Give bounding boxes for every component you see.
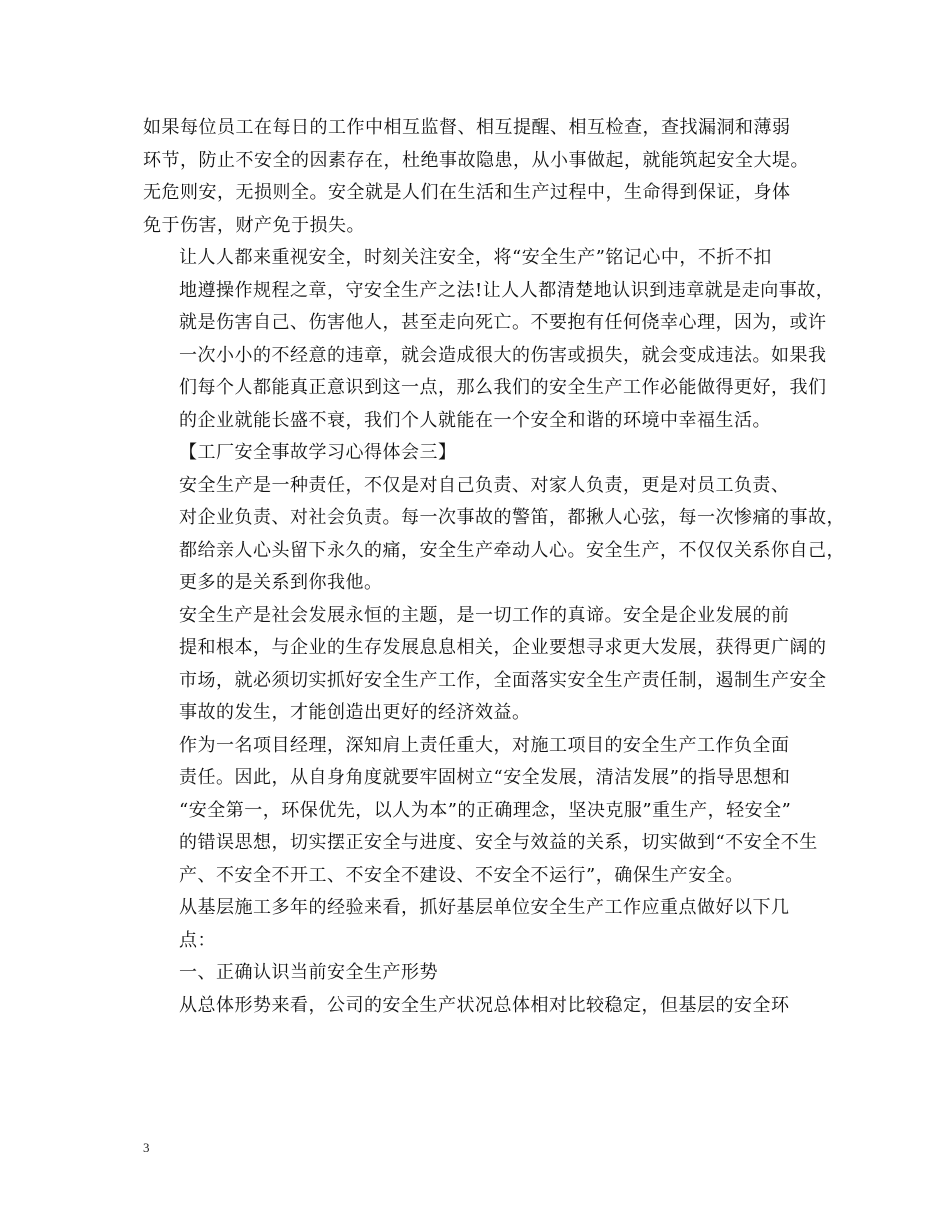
- paragraph: [143, 730, 818, 893]
- paragraph: [143, 242, 835, 437]
- paragraph: [143, 892, 812, 957]
- text-line: 的企业就能长盛不衰，我们个人就能在一个安全和谐的环境中幸福生活。: [179, 409, 771, 431]
- text-line: 环节，防止不安全的因素存在，杜绝事故隐患，从小事做起，就能筑起安全大堤。: [143, 149, 809, 171]
- text-line: 【工厂安全事故学习心得体会三】: [179, 442, 457, 463]
- paragraph: [143, 112, 812, 242]
- text-line: 免于伤害，财产免于损失。: [143, 214, 365, 236]
- text-line: 都给亲人心头留下永久的痛，安全生产牵动人心。安全生产，不仅仅关系你自己，: [179, 539, 845, 561]
- text-line: 的错误思想，切实摆正安全与进度、安全与效益的关系，切实做到“不安全不生: [179, 832, 818, 853]
- text-line: 地遵操作规程之章，守安全生产之法!让人人都清楚地认识到违章就是走向事故，: [179, 279, 835, 301]
- text-line: 市场，就必须切实抓好安全生产工作，全面落实安全生产责任制，遏制生产安全: [179, 669, 827, 691]
- paragraph: [143, 990, 812, 1023]
- text-line: 安全生产是一种责任，不仅是对自己负责、对家人负责，更是对员工负责、: [179, 474, 790, 496]
- text-line: 如果每位员工在每日的工作中相互监督、相互提醒、相互检查，查找漏洞和薄弱: [143, 117, 791, 138]
- paragraph: [143, 470, 845, 600]
- paragraph: [143, 957, 812, 990]
- text-line: 让人人都来重视安全，时刻关注安全，将“安全生产”铭记心中，不折不扣: [179, 247, 772, 268]
- text-line: 更多的是关系到你我他。: [179, 572, 383, 593]
- page-number: 3: [143, 1140, 150, 1155]
- text-line: 就是伤害自己、伤害他人，甚至走向死亡。不要抱有任何侥幸心理，因为，或许: [179, 312, 827, 333]
- text-line: 从基层施工多年的经验来看，抓好基层单位安全生产工作应重点做好以下几: [179, 897, 790, 918]
- text-line: 提和根本，与企业的生存发展息息相关，企业要想寻求更大发展，获得更广阔的: [179, 637, 827, 658]
- text-line: 事故的发生，才能创造出更好的经济效益。: [179, 702, 531, 723]
- paragraph: [143, 437, 812, 470]
- text-line: 无危则安，无损则全。安全就是人们在生活和生产过程中，生命得到保证，身体: [143, 182, 791, 203]
- text-line: 一次小小的不经意的违章，就会造成很大的伤害或损失，就会变成违法。如果我: [179, 344, 827, 366]
- text-line: 点：: [179, 929, 216, 951]
- text-line: 安全生产是社会发展永恒的主题，是一切工作的真谛。安全是企业发展的前: [179, 604, 790, 626]
- text-line: 从总体形势来看，公司的安全生产状况总体相对比较稳定，但基层的安全环: [179, 994, 790, 1016]
- text-line: 一、正确认识当前安全生产形势: [179, 962, 438, 983]
- text-line: “安全第一，环保优先，以人为本”的正确理念，坚决克服”重生产，轻安全”: [179, 799, 792, 821]
- text-line: 们每个人都能真正意识到这一点，那么我们的安全生产工作必能做得更好，我们: [179, 377, 827, 398]
- paragraph: [143, 600, 827, 730]
- text-line: 对企业负责、对社会负责。每一次事故的警笛，都揪人心弦，每一次惨痛的事故，: [179, 507, 845, 528]
- document-body: [143, 112, 845, 1022]
- text-line: 作为一名项目经理，深知肩上责任重大，对施工项目的安全生产工作负全面: [179, 734, 790, 756]
- text-line: 责任。因此，从自身角度就要牢固树立“安全发展，清洁发展”的指导思想和: [179, 767, 791, 788]
- text-line: 产、不安全不开工、不安全不建设、不安全不运行”，确保生产安全。: [179, 864, 744, 886]
